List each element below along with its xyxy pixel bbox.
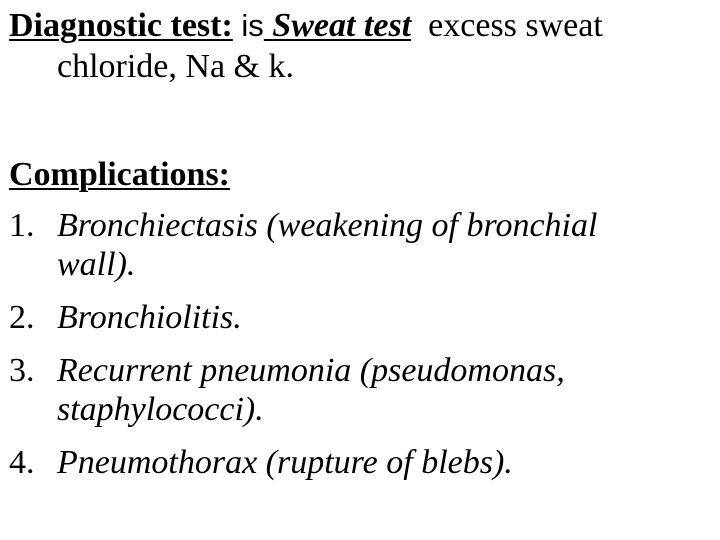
complication-item-1 bbox=[9, 206, 597, 246]
complication-number-2: 2. bbox=[9, 299, 35, 336]
complication-text-3-cont: staphylococci). bbox=[57, 391, 264, 428]
complication-number-3: 3. bbox=[9, 352, 35, 389]
complications-heading: Complications: bbox=[9, 156, 230, 193]
diagnostic-description-line2: chloride, Na & k. bbox=[57, 48, 294, 85]
diagnostic-test-label: Diagnostic test: bbox=[9, 7, 233, 44]
diagnostic-is-text: is bbox=[232, 8, 264, 43]
complication-text-2: Bronchiolitis. bbox=[57, 299, 242, 336]
complication-text-3: Recurrent pneumonia (pseudomonas, bbox=[57, 352, 565, 389]
diagnostic-test-line bbox=[9, 6, 603, 46]
diagnostic-description-line1: excess sweat bbox=[411, 7, 603, 44]
complication-text-1: Bronchiectasis (weakening of bronchial bbox=[57, 207, 598, 244]
complication-item-2 bbox=[9, 298, 242, 338]
complication-item-4 bbox=[9, 443, 513, 483]
complication-number-4: 4. bbox=[9, 444, 35, 481]
sweat-test-name: Sweat test bbox=[272, 7, 412, 44]
complication-item-3 bbox=[9, 351, 565, 391]
complication-number-1: 1. bbox=[9, 207, 35, 244]
complication-text-1-cont: wall). bbox=[57, 246, 136, 283]
complication-text-4: Pneumothorax (rupture of blebs). bbox=[57, 444, 513, 481]
